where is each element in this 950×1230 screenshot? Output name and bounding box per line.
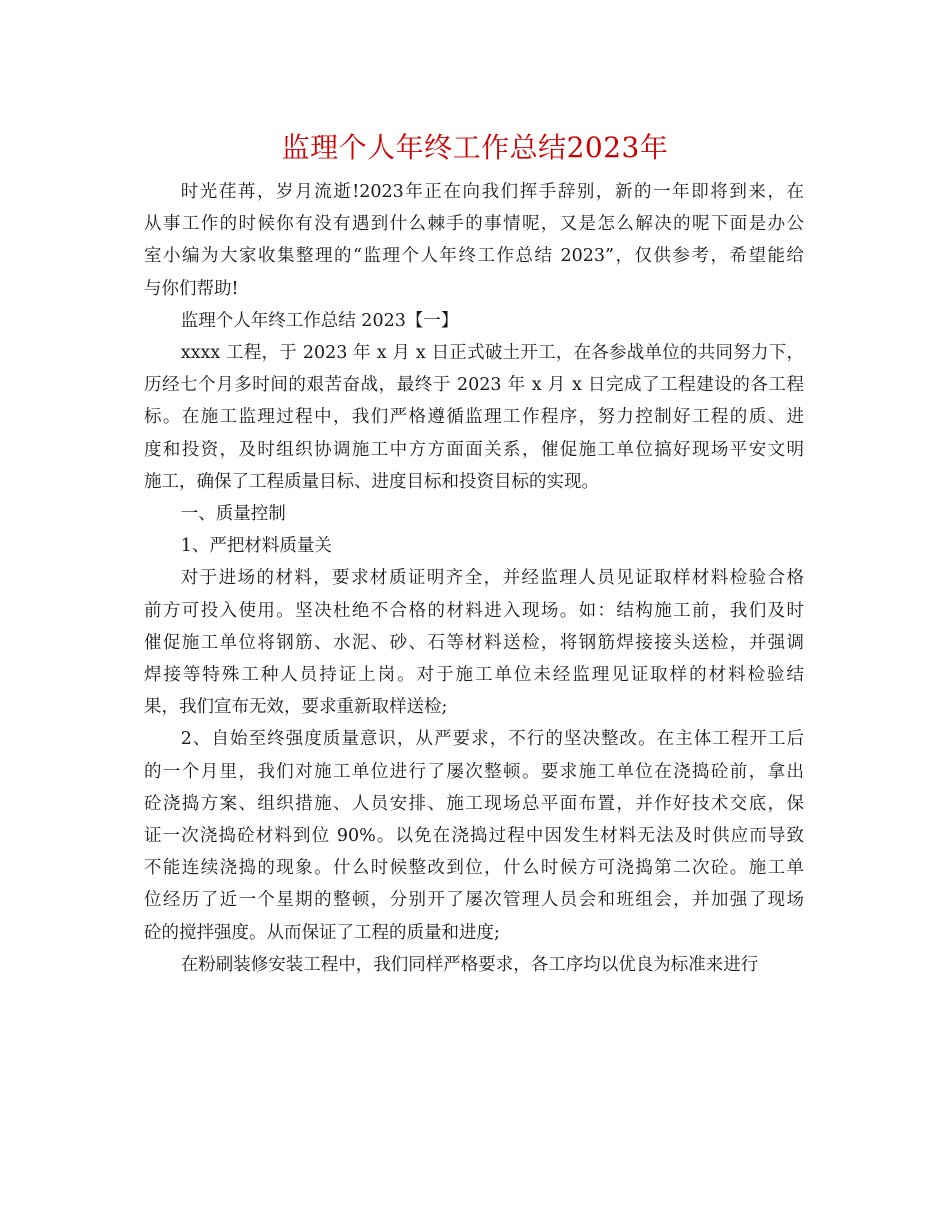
paragraph-line: 从事工作的时候你有没有遇到什么棘手的事情呢，又是怎么解决的呢下面是办公 [144, 214, 804, 235]
paragraph-line: 焊接等特殊工种人员持证上岗。对于施工单位未经监理见证取样的材料检验结 [144, 665, 804, 686]
paragraph-line: 历经七个月多时间的艰苦奋战，最终于 2023 年 x 月 x 日完成了工程建设的各工程 [144, 375, 804, 396]
paragraph [144, 498, 804, 530]
paragraph-line: 度和投资，及时组织协调施工中方方面面关系，催促施工单位搞好现场平安文明 [144, 439, 804, 460]
paragraph-line: 的一个月里，我们对施工单位进行了屡次整顿。要求施工单位在浇捣砼前，拿出 [144, 761, 804, 782]
paragraph-line: 室小编为大家收集整理的“监理个人年终工作总结 2023”，仅供参考，希望能给 [144, 246, 804, 267]
paragraph [144, 305, 804, 337]
document-title: 监理个人年终工作总结2023年 [281, 131, 669, 164]
paragraph [144, 337, 804, 498]
paragraph-line: 对于进场的材料，要求材质证明齐全，并经监理人员见证取样材料检验合格 [180, 568, 804, 589]
paragraph-line: 施工，确保了工程质量目标、进度目标和投资目标的实现。 [144, 471, 599, 492]
paragraph-line: 前方可投入使用。坚决杜绝不合格的材料进入现场。如：结构施工前，我们及时 [144, 600, 804, 621]
paragraph-line: 证一次浇捣砼材料到位 90%。以免在浇捣过程中因发生材料无法及时供应而导致 [144, 826, 804, 847]
paragraph [144, 723, 804, 948]
paragraph-line: 位经历了近一个星期的整顿，分别开了屡次管理人员会和班组会，并加强了现场 [144, 890, 804, 911]
paragraph-line: 果，我们宣布无效，要求重新取样送检; [144, 697, 448, 718]
paragraph-line: 监理个人年终工作总结 2023【一】 [180, 310, 459, 331]
paragraph [144, 530, 804, 562]
paragraph-line: 砼浇捣方案、组织措施、人员安排、施工现场总平面布置，并作好技术交底，保 [144, 793, 804, 814]
paragraph-line: 标。在施工监理过程中，我们严格遵循监理工作程序，努力控制好工程的质、进 [144, 407, 804, 428]
paragraph-line: 与你们帮助! [144, 278, 239, 299]
paragraph-line: 时光荏苒，岁月流逝!2023年正在向我们挥手辞别，新的一年即将到来，在 [180, 182, 804, 202]
paragraph [144, 562, 804, 723]
paragraph-line: 在粉刷装修安装工程中，我们同样严格要求，各工序均以优良为标准来进行 [180, 954, 759, 975]
paragraph-line: 1、严把材料质量关 [180, 536, 332, 557]
paragraph [144, 176, 804, 305]
paragraph-line: 砼的搅拌强度。从而保证了工程的质量和进度; [144, 922, 500, 943]
paragraph-line: 催促施工单位将钢筋、水泥、砂、石等材料送检，将钢筋焊接接头送检，并强调 [144, 632, 804, 653]
paragraph-line: 不能连续浇捣的现象。什么时候整改到位，什么时候方可浇捣第二次砼。施工单 [144, 858, 804, 879]
paragraph-line: 2、自始至终强度质量意识，从严要求，不行的坚决整改。在主体工程开工后 [180, 729, 804, 750]
document-body [144, 176, 804, 981]
paragraph-line: 一、质量控制 [180, 504, 286, 525]
paragraph [144, 949, 804, 981]
paragraph-line: xxxx 工程，于 2023 年 x 月 x 日正式破土开工，在各参战单位的共同努力下， [180, 343, 804, 364]
